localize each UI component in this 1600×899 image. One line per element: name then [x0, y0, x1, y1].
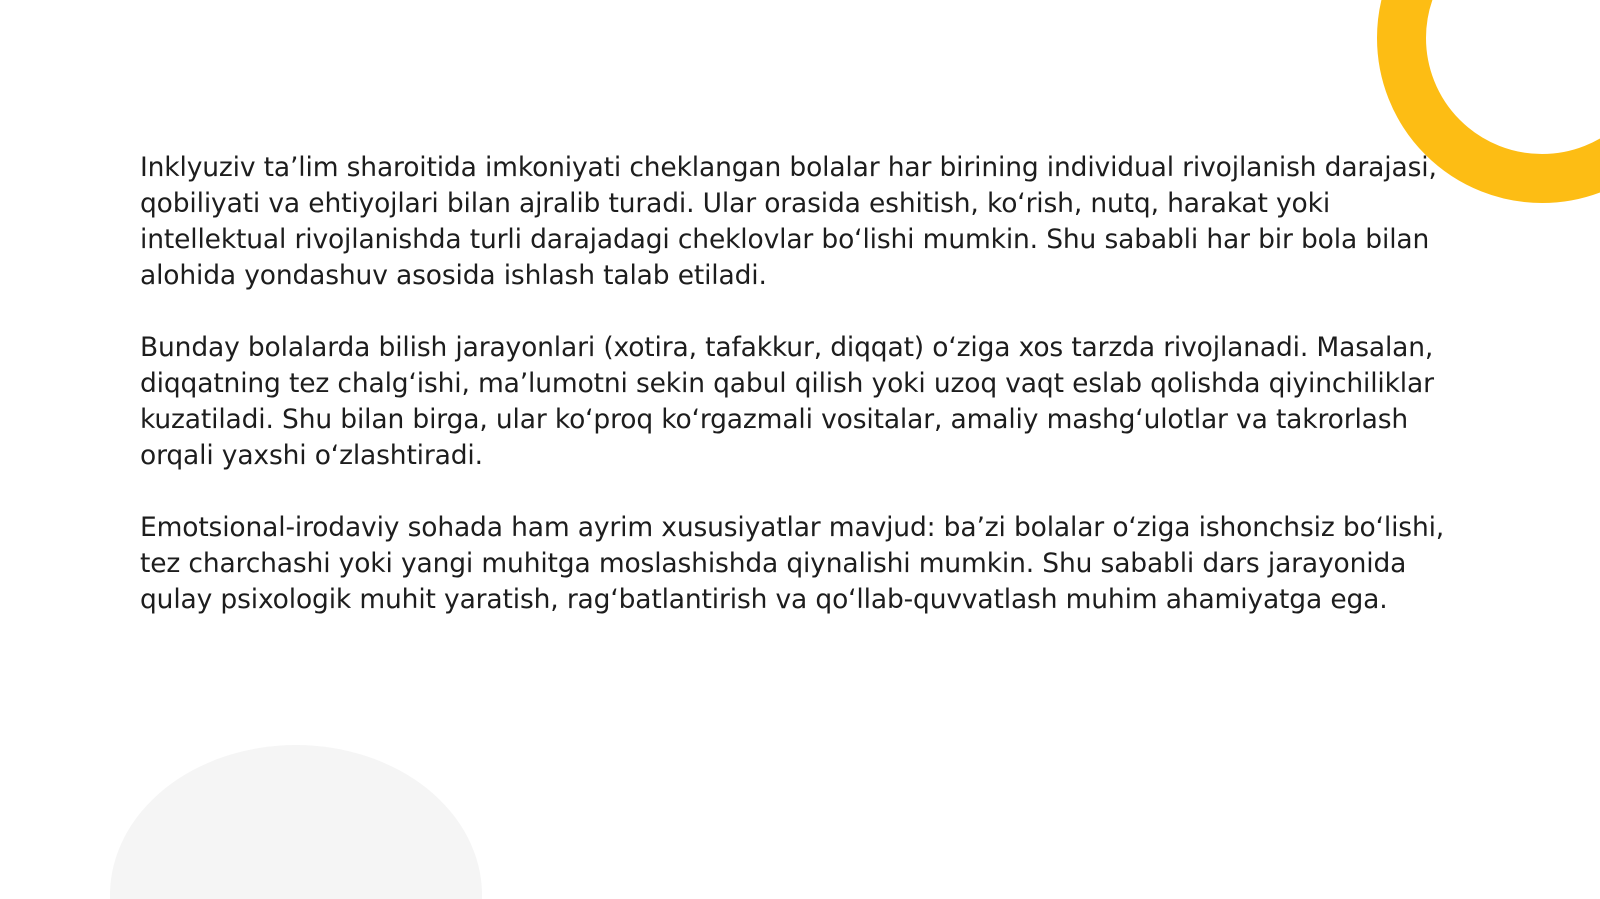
decorative-circle-shape [110, 745, 482, 899]
paragraph-2: Bunday bolalarda bilish jarayonlari (xotira, tafakkur, diqqat) o‘ziga xos tarzda rivojlanadi. Masalan, diqqatning tez chalg‘ishi, ma’lumotni sekin qabul qilish yoki uzoq vaqt eslab qolishda qiyinchiliklar kuzatiladi. Shu bilan birga, ular ko‘proq ko‘rgazmali vositalar, amaliy mashg‘ulotlar va takrorlash orqali yaxshi o‘zlashtiradi. [140, 332, 1434, 471]
slide-body-text [140, 150, 1480, 618]
paragraph-1: Inklyuziv ta’lim sharoitida imkoniyati cheklangan bolalar har birining individual rivojlanish darajasi, qobiliyati va ehtiyojlari bilan ajralib turadi. Ular orasida eshitish, ko‘rish, nutq, harakat yoki intellektual rivojlanishda turli darajadagi cheklovlar bo‘lishi mumkin. Shu sababli har bir bola bilan alohida yondashuv asosida ishlash talab etiladi. [140, 152, 1437, 291]
paragraph-3: Emotsional-irodaviy sohada ham ayrim xususiyatlar mavjud: ba’zi bolalar o‘ziga ishonchsiz bo‘lishi, tez charchashi yoki yangi muhitga moslashishda qiynalishi mumkin. Shu sababli dars jarayonida qulay psixologik muhit yaratish, rag‘batlantirish va qo‘llab-quvvatlash muhim ahamiyatga ega. [140, 512, 1445, 615]
